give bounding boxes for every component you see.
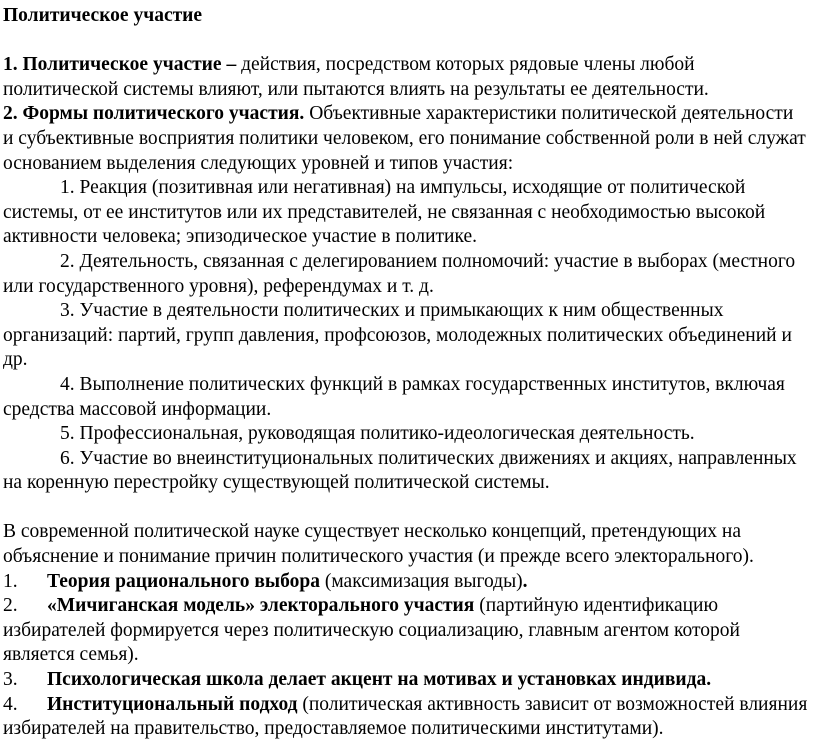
theory-text: (максимизация выгоды) [319, 570, 523, 592]
level-item: 1. Реакция (позитивная или негативная) на импульсы, исходящие от политической системы, от ее институтов или их представителей, не связанная с необходимостью высокой активности человека; эпизодическое участие в политике. [3, 177, 766, 248]
definition-heading: 1. Политическое участие – [3, 54, 237, 76]
document-title: Политическое участие [3, 5, 203, 26]
level-item: 6. Участие во внеинституциональных политических движениях и акциях, направленных на коренную перестройку существующей политической системы. [3, 447, 797, 494]
level-item: 4. Выполнение политических функций в рамках государственных институтов, включая средства массовой информации. [3, 373, 785, 420]
theory-text: (политическая активность зависит от возможностей влияния избирателей на правительство, предоставляемое политическими институтами). [3, 693, 808, 740]
theory-number: 3. [3, 669, 18, 691]
theory-number: 4. [3, 693, 18, 715]
theory-title: Институциональный подход [47, 693, 298, 715]
theory-title: Психологическая школа делает акцент на мотивах и установках индивида. [47, 669, 712, 691]
forms-text: Объективные характеристики политической деятельности и субъективные восприятия политики человеком, его понимание собственной роли в ней служат основанием выделения следующих уровней и типов участия: [3, 103, 806, 174]
theory-title: «Мичиганская модель» электорального участия [47, 595, 475, 617]
theory-item [3, 570, 808, 595]
theory-tail: . [522, 570, 528, 592]
theory-item [3, 693, 808, 742]
theory-number: 1. [3, 570, 18, 592]
forms-paragraph [3, 102, 808, 176]
blank-line [3, 29, 808, 54]
theories-intro: В современной политической науке существует несколько концепций, претендующих на объяснение и понимание причин политического участия (и прежде всего электорального). [3, 521, 754, 568]
level-item: 5. Профессиональная, руководящая политико-идеологическая деятельность. [60, 423, 695, 445]
theory-text: (партийную идентификацию избирателей формируется через политическую социализацию, главным агентом которой является семья). [3, 595, 740, 666]
definition-text: действия, посредством которых рядовые члены любой политической системы влияют, или пытаются влиять на результаты ее деятельности. [3, 54, 709, 100]
level-item: 3. Участие в деятельности политических и примыкающих к ним общественных организаций: партий, групп давления, профсоюзов, молодежных политических объединений и др. [3, 300, 792, 371]
theory-title: Теория рационального выбора [47, 570, 320, 592]
definition-paragraph [3, 53, 808, 102]
theory-item [3, 668, 808, 693]
theory-item [3, 594, 808, 668]
theory-number: 2. [3, 595, 18, 617]
level-item: 2. Деятельность, связанная с делегированием полномочий: участие в выборах (местного или государственного уровня), референдумах и т. д. [3, 250, 796, 297]
forms-heading: 2. Формы политического участия. [3, 103, 305, 125]
blank-line [3, 496, 808, 521]
